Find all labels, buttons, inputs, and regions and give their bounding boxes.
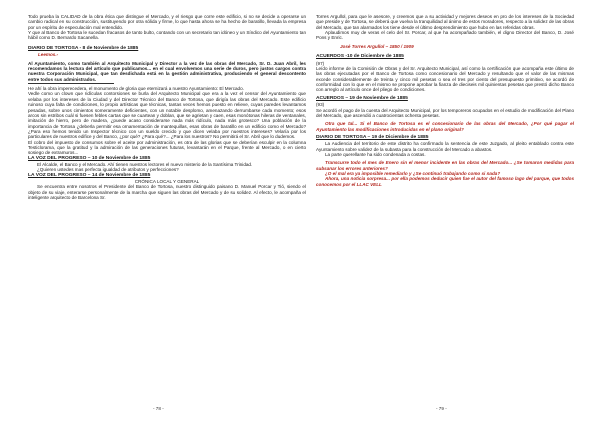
heading-acuerdos-10-dic: ACUERDOS -10 de Diciembre de 1885 [316, 54, 404, 60]
red-commentary-3: ¿O el mal era ya imposible remediarlo y ¿Se continuó trabajando como si nada? [325, 171, 501, 177]
body-paragraph-4: El Alcalde, el Banco y el Mercado. Ahí tienen nuestros lectores el nuevo misterio de la Santísima Trinidad. [37, 162, 253, 168]
body-paragraph-6: Se encuentra entre nosotros el Presidente del Banco de Tortosa, nuestro distinguido paisano D. Manuel Porcar y Tió, siendo el objeto de su viaje, enterarse personalmente de la marcha que siguen las obras del Mercado y de su solidez. Al efecto, le acompaña el inteligente arquitecto de Barcelona Sr. [28, 184, 306, 201]
body-paragraph-3: La Audiencia del territorio de este distrito ha confirmado la sentencia de este Juzgado, al pleito entablado contra este Ayuntamiento sobre validez de la subasta para la construcción del Mercado a abastos. [316, 141, 574, 152]
bold-paragraph: Al Ayuntamiento, como también al Arquitecto Municipal y Director a la vez de las obras del Mercado, Sr. D. Juan Abril, les recomendamos la lectura del artículo que publicamos... en el cual envolvemos una serie de duros, pero justos cargos contra nuestra Corporación Municipal, que tan desdichada está en la gestión administrativa, produciendo el general descontento entre todos sus administrados. [28, 60, 306, 82]
opening-paragraph-2: Aplaudimos muy de veras el celo del Sr. Porcar, al que ha acompañado también, el digno Director del Banco, D. José Pons y Enric. [316, 30, 574, 41]
reference-97: (97) [316, 60, 325, 66]
page-number: - 78 - [153, 405, 164, 411]
right-page [316, 14, 574, 410]
reference-93: (93) [316, 102, 325, 108]
section-title: CRÓNICA LOCAL Y GENERAL [134, 179, 200, 185]
body-paragraph-2: Se acordó el pago de la cuenta del Arquitecto Municipal, por los temporeros ocupados en el estudio de modificación del Plano del Mercado, que ascendió a cuatrocientas ochenta pesetas. [316, 107, 574, 118]
opening-paragraph: Torres Argullol, para que le asesore, y creemos que a su actividad y mejores deseos en pro de los intereses de la Sociedad que preside y de Tortosa, se deberá que vuelva la tranquilidad al ánimo de estos moradores, respecto a la solidez de las obras del Mercado, que tan alarmados los tiene desde el último desprendimiento que hubo en las referidas obras. [316, 14, 574, 30]
body-paragraph-2: Vedle como un clown que ridículas contorsiones se burla del Arquitecto Municipal que era a la vez el censor del Ayuntamiento que velaba por los intereses de la Ciudad y del Director Técnico del Banco de Tortosa, que dirigía las obras del Mercado. Este edificio ruinoso cuya falta de condiciones, lo propio artísticas que técnicas, tantas veces hemos puesto en relieve, cuyas paredes levantamos pesadas, sobre unos cimientos someramente deficientes, con un notable desplomo, amenazando derrumbarse cada momento; esos arcos sin estribos cuál si fuesen febles cartas que se cuartean y doblan, que se agrietan y caen, esas monótonas hileras de ventanales, imitación de hierro, pero de madera, ¿puede acaso considerarse nada más ridículo, nada más grotesco? Una población de la importancia de Tortosa ¿deberla permitir esa ornamentación de mantequillas, esas obras de baratillo en un edificio como el Mercado? ¿Para eso hemos tenido un Inspector técnico con un sueldo crecido y que dicen velaba por nuestros intereses? Velaría por los particulares de nuestros edifice y del Banco, ¿por qué? ¿Para qué?... ¿Para los nuestros? No permitirá el Sr. Abril que lo dudemos. [28, 91, 306, 140]
left-page [28, 14, 306, 410]
red-commentary-1: Otra que tal... Si el Banco de Tortosa es el concesionario de las obras del Mercado, ¿Por qué pagar el Ayuntamiento las modificaciones introducidas en el plano original? [316, 121, 574, 132]
page-number: - 79 - [436, 405, 447, 411]
heading-voz-10-nov: LA VOZ DEL PROGRESO – 10 de Noviembre de 1885 [28, 155, 151, 161]
intro-paragraph: Todo prueba la CALIDAD de la obra ética que distingue el Mercado, y el riesgo que corre este edificio, si no se decide a operarse un cambio radical en su construcción, sustituyendo por otra sólida y firme, lo que hasta ahora se ha hecho de baratillo, llevada la empresa por un espíritu de especulación mal entendido. [28, 14, 306, 30]
red-commentary-2: Transcurre todo el mes de Enero sin el menor incidente en las obras del Mercado... ¿Se tomaron medidas para subsanar los errores anteriores? [316, 160, 574, 171]
body-paragraph-4: La parte querellante ha sido condenada a costas. [325, 152, 426, 158]
heading-acuerdos-19-nov: ACUERDOS – 19 de Noviembre de 1885 [316, 95, 408, 101]
signature-line: José Torres Argullol – 1850 / 1909 [340, 43, 414, 49]
divider [28, 83, 114, 84]
body-paragraph-1: He ahí la obra imperecedera, el monumento de gloria que eternizará a nuestro Ayuntamiento: El Mercado. [28, 86, 244, 92]
heading-diario-8-nov: DIARIO DE TORTOSA - 8 de Noviembre de 1885 [28, 46, 139, 52]
body-paragraph-5: ¿Quieren ustedes mas perfecta igualdad de atributos y perfecciones? [37, 167, 179, 173]
heading-diario-19-dic: DIARIO DE TORTOSA – 19 de Diciembre de 1885 [316, 134, 429, 140]
body-paragraph-1: Leído informe de la Comisión de Obras y del Sr. Arquitecto Municipal, así como la certificación que acompaña este último de las obras ejecutadas por el Banco de Tortosa como concesionario del Mercado y resultando que el valor de las mismas excede considerablemente de treinta y cinco mil pesetas o sea el tres por ciento del presupuesto primitivo, se acordó de conformidad con lo que en el mismo se propone aprobar la fianza de dieciseis mil quinientas pesetas que prestó dicho Banco con arreglo al artículo once del pliego de condiciones. [316, 66, 574, 93]
intro-paragraph-2: Y que al Banco de Tortosa le sucedan fracasos de tanto bulto, contando con un secretario tan idóneo y un Síndico del Ayuntamiento tan hábil como D. Bernardo Sacanella. [28, 30, 306, 41]
body-paragraph-3: El cobro del impuesto de consumos sobre el aceite por administración, es otra de las glorias que se deberían esculpir en la columna Testiclorama, que la gratitud y la admiración de las generaciones futuras, levantarán en el Parque, frente al Mercado, o en cierto sosiego de extramuros... [28, 139, 306, 156]
leemos-label: Leemos.- [38, 52, 59, 58]
red-commentary-4: Ahora, una noticia sorpresa... por ella podemos deducir quien fue el autor del famoso lago del parque, que todos conocemos por el LLAC VELL [316, 176, 574, 187]
heading-voz-14-nov: LA VOZ DEL PROGRESO – 14 de Noviembre de 1885 [28, 172, 151, 178]
